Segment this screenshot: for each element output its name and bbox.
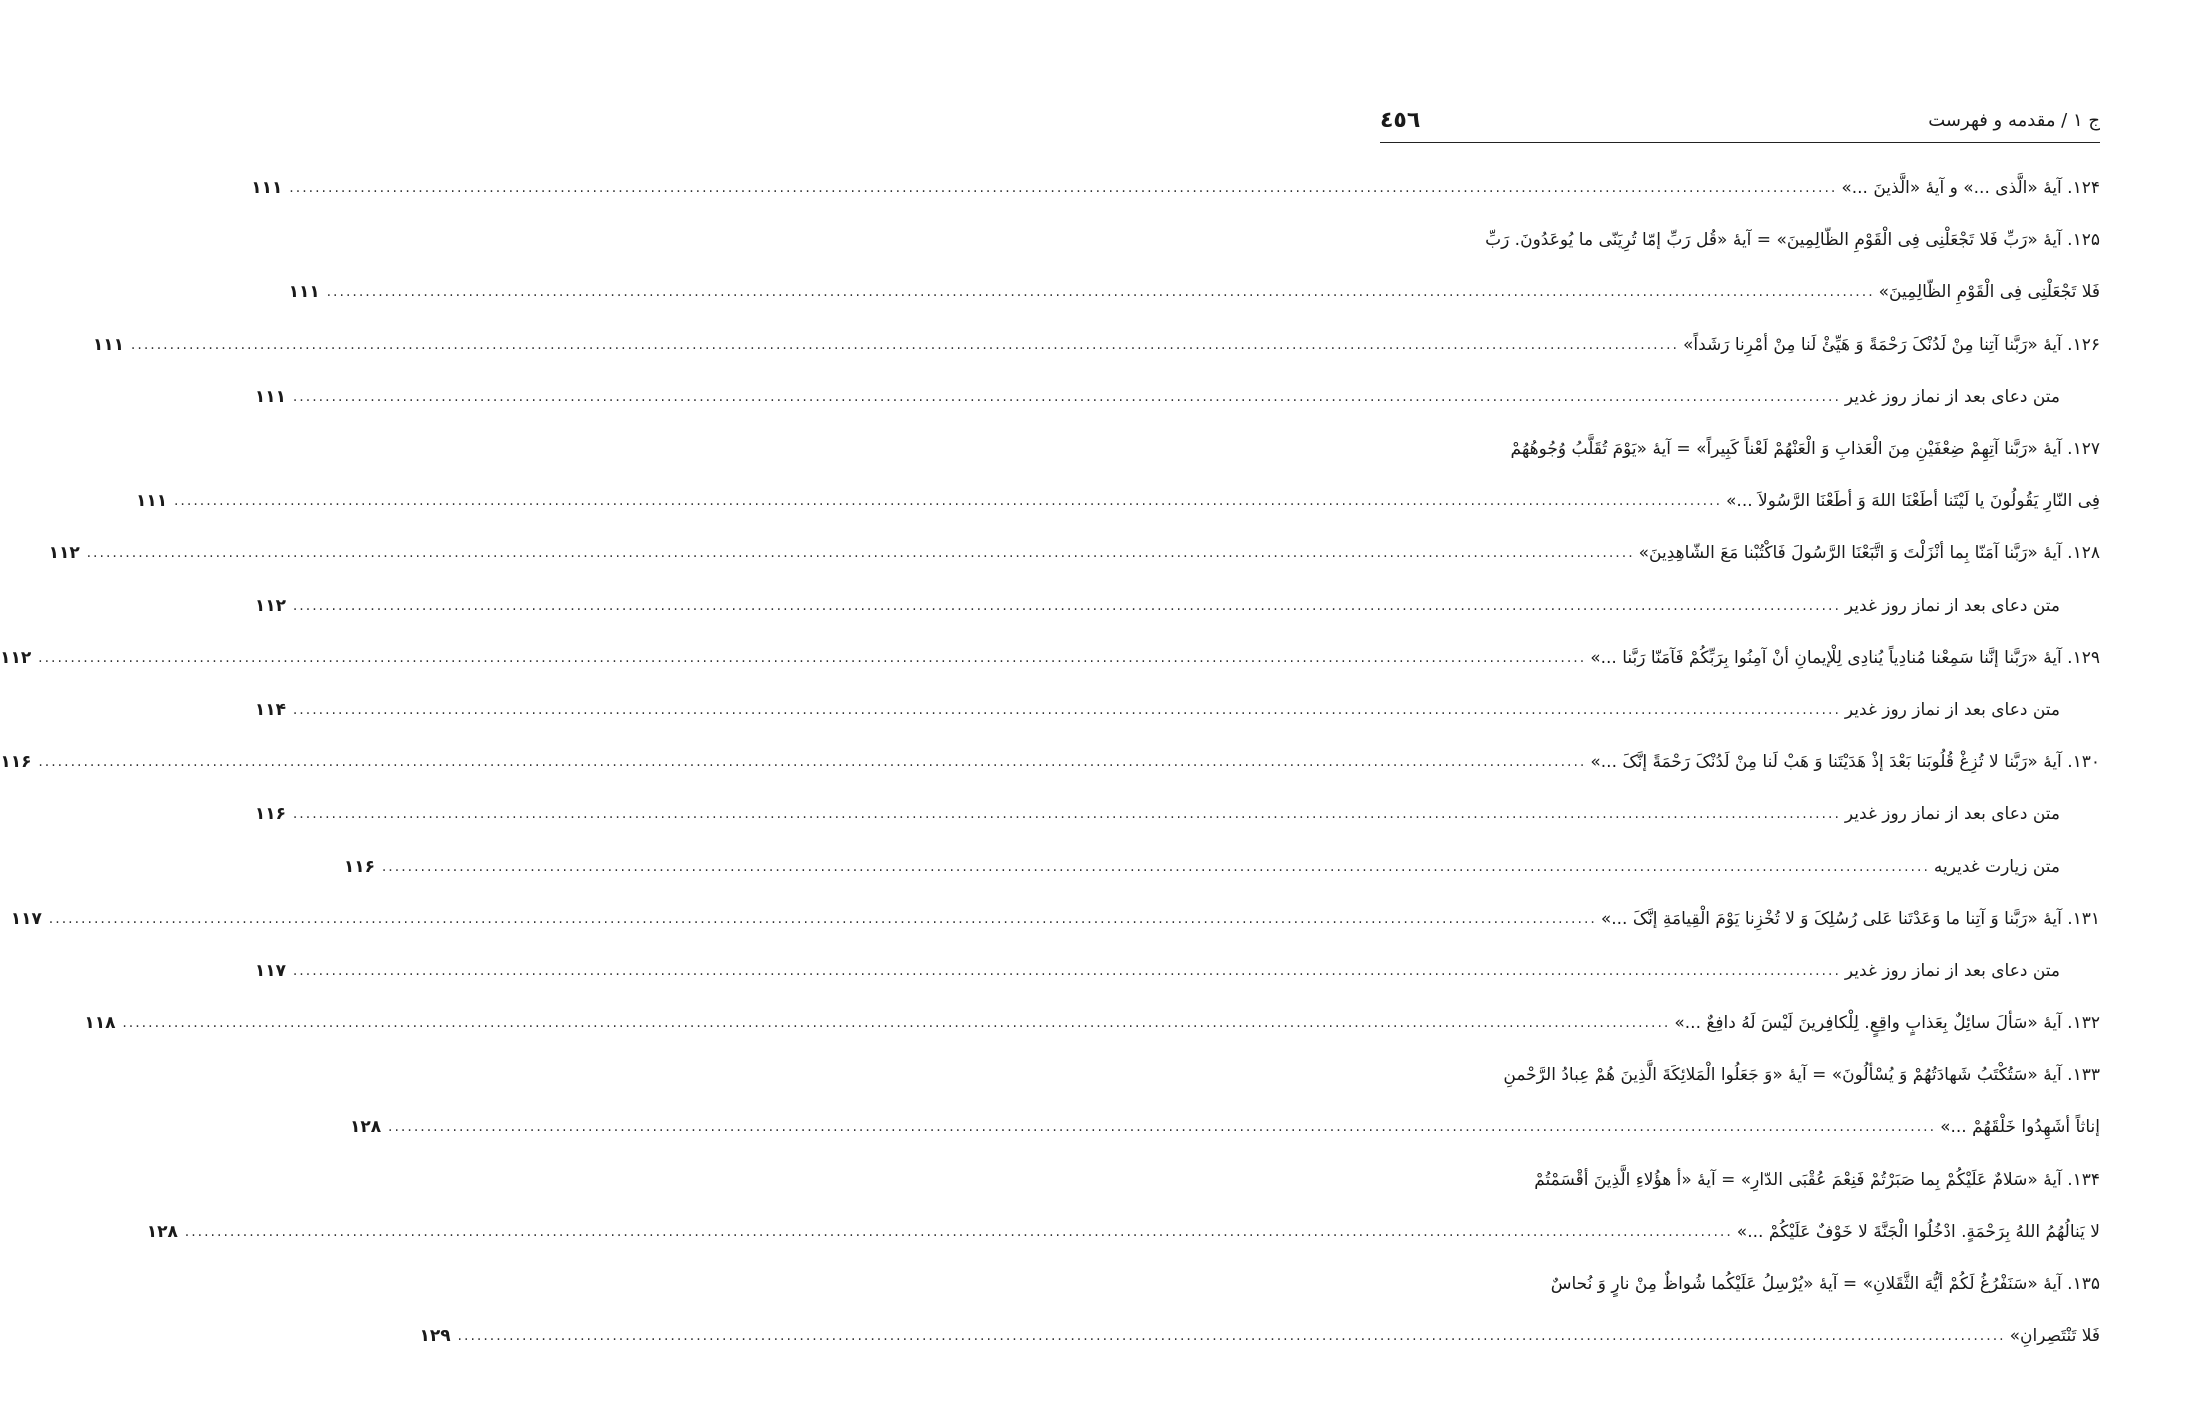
toc-entry-text: إناثاً أشَهِدُوا خَلْقَهُمْ ...» <box>1940 1117 2100 1138</box>
toc-entry-text: ۱۲۷. آیهٔ «رَبَّنا آتِهِمْ ضِعْفَیْنِ مِنَ الْعَذابِ وَ الْعَنْهُمْ لَعْناً کَبِیراً» = آیهٔ «یَوْمَ تُقَلَّبُ وُجُوهُهُمْ <box>1510 439 2100 460</box>
toc-entry-text: متن دعای بعد از نماز روز غدیر <box>1844 804 2060 825</box>
page-header <box>1380 100 2100 140</box>
toc-entry-page: ۱۱۲ <box>254 595 286 616</box>
toc-entry <box>1380 214 2100 266</box>
toc-entry-page: ۱۱۱ <box>254 386 286 407</box>
dot-leader <box>293 598 1841 614</box>
dot-leader <box>289 180 1837 196</box>
dot-leader <box>49 911 1597 927</box>
dot-leader <box>38 650 1586 666</box>
toc-entry <box>10 893 2100 945</box>
dot-leader <box>327 284 1875 300</box>
toc-entry-text: لا یَنالُهُمُ اللهُ بِرَحْمَةٍ. ادْخُلُوا الْجَنَّةَ لا خَوْفٌ عَلَیْکُمْ ...» <box>1736 1221 2100 1242</box>
toc-entry <box>254 945 2100 997</box>
dot-leader <box>174 493 1722 509</box>
toc-entry-text: متن دعای بعد از نماز روز غدیر <box>1844 960 2060 981</box>
toc-entry-text: فَلا تَجْعَلْنِی فِی الْقَوْمِ الظّالِمِینَ» <box>1878 282 2100 303</box>
toc-entry-page: ۱۱۸ <box>84 1013 116 1034</box>
toc-entry-text: ۱۲۸. آیهٔ «رَبَّنا آمَنّا بِما أنْزَلْتَ وَ اتَّبَعْنَا الرَّسُولَ فَاکْتُبْنا مَعَ الشّاهِدِینَ» <box>1638 543 2100 564</box>
toc-entry-text: ۱۲۶. آیهٔ «رَبَّنا آتِنا مِنْ لَدُنْکَ رَحْمَةً وَ هَیِّئْ لَنا مِنْ أمْرِنا رَشَداً» <box>1682 334 2100 355</box>
dot-leader <box>87 545 1635 561</box>
toc-entry-text: متن دعای بعد از نماز روز غدیر <box>1844 699 2060 720</box>
toc-entry <box>48 527 2100 579</box>
toc-entry-page: ۱۱۱ <box>251 178 283 199</box>
toc-entry <box>1380 1049 2100 1101</box>
page-number: ٤٥٦ <box>1380 107 1421 133</box>
toc-entry <box>343 840 2100 892</box>
dot-leader <box>382 859 1930 875</box>
toc-entry-text: ۱۳۰. آیهٔ «رَبَّنا لا تُزِغْ قُلُوبَنا بَعْدَ إذْ هَدَیْتَنا وَ هَبْ لَنا مِنْ لَدُنْکَ رَحْمَةً إنَّکَ ...» <box>1590 752 2100 773</box>
toc-entry <box>254 371 2100 423</box>
toc-entry <box>135 475 2100 527</box>
dot-leader <box>185 1224 1733 1240</box>
toc-entry <box>254 580 2100 632</box>
toc-entry-page: ۱۱۶ <box>343 856 375 877</box>
toc-entry <box>146 1206 2100 1258</box>
toc-entry <box>0 632 2100 684</box>
table-of-contents <box>0 162 2100 1362</box>
toc-entry-text: فِی النّارِ یَقُولُونَ یا لَیْتَنا أطَعْنَا اللهَ وَ أطَعْنَا الرَّسُولاَ ...» <box>1726 491 2100 512</box>
toc-entry <box>0 736 2100 788</box>
toc-entry <box>254 684 2100 736</box>
toc-entry <box>254 788 2100 840</box>
toc-entry-page: ۱۱۶ <box>0 752 32 773</box>
dot-leader <box>122 1015 1670 1031</box>
toc-entry-page: ۱۱۴ <box>254 699 286 720</box>
toc-entry <box>251 162 2100 214</box>
toc-entry <box>419 1310 2100 1362</box>
toc-entry-page: ۱۱۶ <box>254 804 286 825</box>
toc-entry-text: ۱۳۳. آیهٔ «سَتُکْتَبُ شَهادَتُهُمْ وَ یُسْألُونَ» = آیهٔ «وَ جَعَلُوا الْمَلائِکَةَ الَّذِینَ هُمْ عِبادُ الرَّحْمنِ <box>1503 1065 2100 1086</box>
toc-entry <box>84 997 2100 1049</box>
dot-leader <box>293 806 1841 822</box>
toc-entry <box>1380 1258 2100 1310</box>
toc-entry-page: ۱۲۹ <box>419 1326 451 1347</box>
toc-entry-text: ۱۳۴. آیهٔ «سَلامٌ عَلَیْکُمْ بِما صَبَرْتُمْ فَنِعْمَ عُقْبَی الدّارِ» = آیهٔ «أ هؤُلاءِ الَّذِینَ أقْسَمْتُمْ <box>1534 1169 2100 1190</box>
toc-entry <box>92 319 2100 371</box>
toc-entry-text: متن زیارت غدیریه <box>1933 856 2060 877</box>
toc-entry-text: ۱۳۱. آیهٔ «رَبَّنا وَ آتِنا ما وَعَدْتَنا عَلی رُسُلِکَ وَ لا تُخْزِنا یَوْمَ الْقِیامَةِ إنَّکَ ...» <box>1600 908 2100 929</box>
toc-entry-page: ۱۱۷ <box>10 908 42 929</box>
toc-entry-text: ۱۲۵. آیهٔ «رَبِّ فَلا تَجْعَلْنِی فِی الْقَوْمِ الظّالِمِینَ» = آیهٔ «قُل رَبِّ إمّا تُرِیَنّی ما یُوعَدُونَ. رَبِّ <box>1485 230 2100 251</box>
toc-entry-text: ۱۲۹. آیهٔ «رَبَّنا إنَّنا سَمِعْنا مُنادِیاً یُنادِی لِلْإیمانِ أنْ آمِنُوا بِرَبِّکُمْ فَآمَنّا رَبَّنا ...» <box>1590 647 2100 668</box>
toc-entry-page: ۱۱۱ <box>92 334 125 355</box>
toc-entry-text: متن دعای بعد از نماز روز غدیر <box>1844 386 2060 407</box>
toc-entry <box>350 1101 2100 1153</box>
toc-entry <box>1380 1154 2100 1206</box>
dot-leader <box>38 754 1586 770</box>
toc-entry <box>1380 423 2100 475</box>
toc-entry-page: ۱۱۱ <box>135 491 168 512</box>
dot-leader <box>293 702 1841 718</box>
header-rule <box>1380 142 2100 143</box>
toc-entry-page: ۱۱۷ <box>254 960 286 981</box>
dot-leader <box>293 963 1841 979</box>
toc-entry-text: متن دعای بعد از نماز روز غدیر <box>1844 595 2060 616</box>
toc-entry-page: ۱۱۲ <box>48 543 80 564</box>
dot-leader <box>131 337 1679 353</box>
running-title: ج ۱ / مقدمه و فهرست <box>1928 109 2100 131</box>
toc-entry-page: ۱۱۱ <box>288 282 320 303</box>
toc-entry-text: فَلا تَنْتَصِرانِ» <box>2009 1326 2100 1347</box>
toc-entry-page: ۱۲۸ <box>350 1117 382 1138</box>
dot-leader <box>458 1328 2006 1344</box>
toc-entry-text: ۱۳۵. آیهٔ «سَنَفْرُغُ لَکُمْ أیُّهَ الثَّقَلانِ» = آیهٔ «یُرْسِلُ عَلَیْکُما شُواظٌ مِنْ نارٍ وَ نُحاسٌ <box>1550 1274 2100 1295</box>
toc-entry-text: ۱۳۲. آیهٔ «سَألَ سائِلٌ بِعَذابٍ واقِعٍ. لِلْکافِرینَ لَیْسَ لَهُ دافِعٌ ...» <box>1674 1013 2100 1034</box>
toc-entry-text: ۱۲۴. آیهٔ «الَّذی ...» و آیهٔ «الَّذینَ ...» <box>1841 178 2100 199</box>
dot-leader <box>388 1119 1936 1135</box>
toc-entry-page: ۱۱۲ <box>0 647 32 668</box>
dot-leader <box>293 389 1841 405</box>
toc-entry-page: ۱۲۸ <box>146 1221 178 1242</box>
toc-entry <box>288 266 2100 318</box>
